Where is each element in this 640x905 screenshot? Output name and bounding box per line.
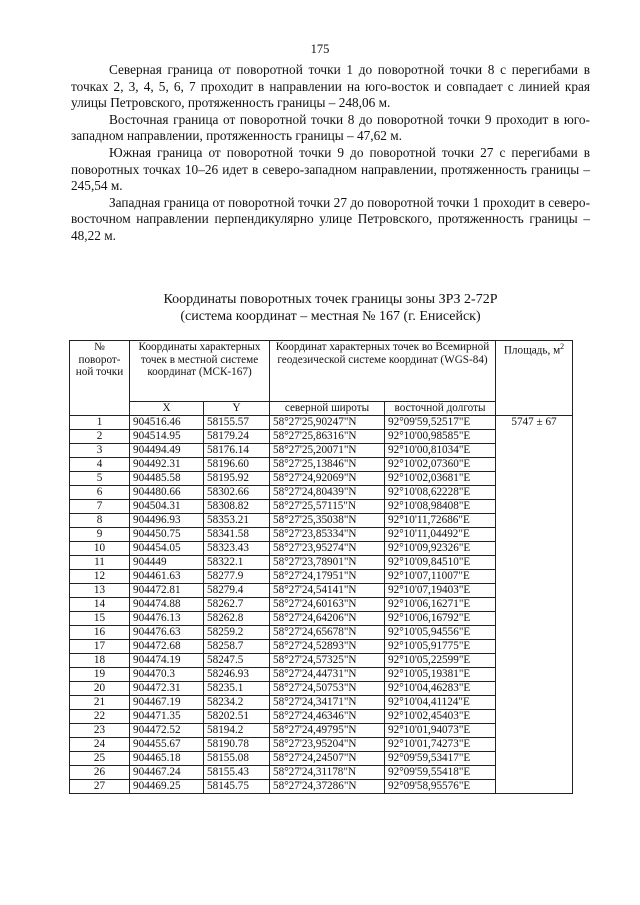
y-cell: 58258.7 [204,639,270,653]
latitude-cell: 58°27'24,80439"N [270,485,385,499]
longitude-cell: 92°10'05,94556"E [385,625,496,639]
longitude-cell: 92°10'02,45403"E [385,709,496,723]
y-cell: 58247.5 [204,653,270,667]
header-x: X [130,402,204,416]
latitude-cell: 58°27'24,44731"N [270,667,385,681]
paragraph-south-border: Южная граница от поворотной точки 9 до поворотной точки 27 с перегибами в поворотных точках 10–26 идет в северо-западном направлении, протяженность границы – 245,54 м. [71,144,590,194]
longitude-cell: 92°10'00,81034"E [385,443,496,457]
y-cell: 58353.21 [204,513,270,527]
x-cell: 904504.31 [130,499,204,513]
table-body [70,415,573,793]
y-cell: 58145.75 [204,779,270,793]
x-cell: 904455.67 [130,737,204,751]
body-text [71,62,590,245]
point-number-cell: 13 [70,583,130,597]
x-cell: 904471.35 [130,709,204,723]
point-number-cell: 14 [70,597,130,611]
x-cell: 904467.19 [130,695,204,709]
latitude-cell: 58°27'25,57115"N [270,499,385,513]
caption-line-1: Координаты поворотных точек границы зоны ЗРЗ 2-72Р [163,292,498,307]
latitude-cell: 58°27'24,24507"N [270,751,385,765]
header-area-label: Площадь, м [503,344,561,357]
longitude-cell: 92°10'09,84510"E [385,555,496,569]
point-number-cell: 12 [70,569,130,583]
point-number-cell: 17 [70,639,130,653]
longitude-cell: 92°09'59,53417"E [385,751,496,765]
latitude-cell: 58°27'25,86316"N [270,429,385,443]
y-cell: 58246.93 [204,667,270,681]
point-number-cell: 27 [70,779,130,793]
y-cell: 58259.2 [204,625,270,639]
x-cell: 904472.31 [130,681,204,695]
longitude-cell: 92°10'07,19403"E [385,583,496,597]
point-number-cell: 10 [70,541,130,555]
x-cell: 904461.63 [130,569,204,583]
latitude-cell: 58°27'24,52893"N [270,639,385,653]
y-cell: 58179.24 [204,429,270,443]
y-cell: 58195.92 [204,471,270,485]
point-number-cell: 15 [70,611,130,625]
latitude-cell: 58°27'25,13846"N [270,457,385,471]
x-cell: 904454.05 [130,541,204,555]
x-cell: 904474.88 [130,597,204,611]
latitude-cell: 58°27'23,95274"N [270,541,385,555]
longitude-cell: 92°10'05,22599"E [385,653,496,667]
header-y: Y [204,402,270,416]
paragraph-east-border: Восточная граница от поворотной точки 8 до поворотной точки 9 проходит в юго-западном направлении, протяженность границы – 47,62 м. [71,111,590,144]
point-number-cell: 7 [70,499,130,513]
point-number-cell: 26 [70,765,130,779]
longitude-cell: 92°10'01,74273"E [385,737,496,751]
point-number-cell: 4 [70,457,130,471]
paragraph-north-border: Северная граница от поворотной точки 1 до поворотной точки 8 с перегибами в точках 2, 3, 4, 5, 6, 7 проходит в направлении на юго-восток и совпадает с линией края улицы Петровского, протяженность границы – 248,06 м. [71,62,590,111]
x-cell: 904480.66 [130,485,204,499]
caption-line-2: (система координат – местная № 167 (г. Енисейск) [180,309,481,324]
paragraph-west-border: Западная граница от поворотной точки 27 до поворотной точки 1 проходит в северо-восточном направлении перпендикулярно улице Петровского, протяженность границы – 48,22 м. [71,194,590,243]
y-cell: 58277.9 [204,569,270,583]
latitude-cell: 58°27'24,37286"N [270,779,385,793]
latitude-cell: 58°27'25,35038"N [270,513,385,527]
area-value-cell: 5747 ± 67 [496,415,573,793]
x-cell: 904514.95 [130,429,204,443]
longitude-cell: 92°10'05,91775"E [385,639,496,653]
longitude-cell: 92°10'09,92326"E [385,541,496,555]
point-number-cell: 11 [70,555,130,569]
latitude-cell: 58°27'24,31178"N [270,765,385,779]
y-cell: 58176.14 [204,443,270,457]
latitude-cell: 58°27'24,34171"N [270,695,385,709]
y-cell: 58262.7 [204,597,270,611]
x-cell: 904494.49 [130,443,204,457]
point-number-cell: 23 [70,723,130,737]
latitude-cell: 58°27'24,60163"N [270,597,385,611]
y-cell: 58262.8 [204,611,270,625]
y-cell: 58155.08 [204,751,270,765]
longitude-cell: 92°09'59,52517"E [385,415,496,429]
x-cell: 904472.68 [130,639,204,653]
latitude-cell: 58°27'24,64206"N [270,611,385,625]
point-number-cell: 16 [70,625,130,639]
longitude-cell: 92°10'08,98408"E [385,499,496,513]
y-cell: 58235.1 [204,681,270,695]
latitude-cell: 58°27'24,50753"N [270,681,385,695]
longitude-cell: 92°10'04,46283"E [385,681,496,695]
y-cell: 58341.58 [204,527,270,541]
y-cell: 58190.78 [204,737,270,751]
y-cell: 58155.43 [204,765,270,779]
point-number-cell: 6 [70,485,130,499]
coordinates-table [69,340,573,794]
point-number-cell: 8 [70,513,130,527]
y-cell: 58155.57 [204,415,270,429]
point-number-cell: 24 [70,737,130,751]
point-number-cell: 21 [70,695,130,709]
longitude-cell: 92°10'04,41124"E [385,695,496,709]
header-point-number: № поворот-ной точки [70,341,130,416]
y-cell: 58196.60 [204,457,270,471]
point-number-cell: 5 [70,471,130,485]
y-cell: 58194.2 [204,723,270,737]
latitude-cell: 58°27'23,78901"N [270,555,385,569]
x-cell: 904476.13 [130,611,204,625]
page-number: 175 [310,42,330,56]
latitude-cell: 58°27'24,49795"N [270,723,385,737]
x-cell: 904472.52 [130,723,204,737]
point-number-cell: 1 [70,415,130,429]
longitude-cell: 92°10'02,07360"E [385,457,496,471]
x-cell: 904492.31 [130,457,204,471]
longitude-cell: 92°09'58,95576"E [385,779,496,793]
header-area-superscript: 2 [560,342,565,351]
latitude-cell: 58°27'24,57325"N [270,653,385,667]
header-wgs-coordinates: Координат характерных точек во Всемирной геодезической системе координат (WGS-84) [270,341,496,402]
y-cell: 58202.51 [204,709,270,723]
x-cell: 904474.19 [130,653,204,667]
x-cell: 904496.93 [130,513,204,527]
latitude-cell: 58°27'23,95204"N [270,737,385,751]
header-longitude: восточной долготы [385,402,496,416]
header-local-coordinates: Координаты характерных точек в местной системе координат (МСК-167) [130,341,270,402]
x-cell: 904470.3 [130,667,204,681]
x-cell: 904516.46 [130,415,204,429]
longitude-cell: 92°10'08,62228"E [385,485,496,499]
x-cell: 904467.24 [130,765,204,779]
point-number-cell: 9 [70,527,130,541]
latitude-cell: 58°27'24,54141"N [270,583,385,597]
x-cell: 904485.58 [130,471,204,485]
latitude-cell: 58°27'24,46346"N [270,709,385,723]
point-number-cell: 2 [70,429,130,443]
point-number-cell: 25 [70,751,130,765]
header-latitude: северной широты [270,402,385,416]
latitude-cell: 58°27'24,17951"N [270,569,385,583]
longitude-cell: 92°10'05,19381"E [385,667,496,681]
x-cell: 904476.63 [130,625,204,639]
x-cell: 904449 [130,555,204,569]
longitude-cell: 92°10'00,98585"E [385,429,496,443]
x-cell: 904465.18 [130,751,204,765]
x-cell: 904469.25 [130,779,204,793]
longitude-cell: 92°10'01,94073"E [385,723,496,737]
longitude-cell: 92°10'07,11007"E [385,569,496,583]
latitude-cell: 58°27'25,20071"N [270,443,385,457]
coordinates-table-wrapper [69,340,573,794]
point-number-cell: 18 [70,653,130,667]
y-cell: 58279.4 [204,583,270,597]
y-cell: 58234.2 [204,695,270,709]
table-caption [71,291,590,325]
point-number-cell: 20 [70,681,130,695]
y-cell: 58308.82 [204,499,270,513]
y-cell: 58322.1 [204,555,270,569]
x-cell: 904450.75 [130,527,204,541]
table-row [70,415,573,429]
latitude-cell: 58°27'24,65678"N [270,625,385,639]
point-number-cell: 19 [70,667,130,681]
latitude-cell: 58°27'25,90247"N [270,415,385,429]
latitude-cell: 58°27'23,85334"N [270,527,385,541]
longitude-cell: 92°10'06,16271"E [385,597,496,611]
y-cell: 58323.43 [204,541,270,555]
header-area [496,341,573,416]
longitude-cell: 92°10'06,16792"E [385,611,496,625]
longitude-cell: 92°10'11,72686"E [385,513,496,527]
latitude-cell: 58°27'24,92069"N [270,471,385,485]
x-cell: 904472.81 [130,583,204,597]
longitude-cell: 92°09'59,55418"E [385,765,496,779]
point-number-cell: 22 [70,709,130,723]
point-number-cell: 3 [70,443,130,457]
y-cell: 58302.66 [204,485,270,499]
longitude-cell: 92°10'11,04492"E [385,527,496,541]
longitude-cell: 92°10'02,03681"E [385,471,496,485]
